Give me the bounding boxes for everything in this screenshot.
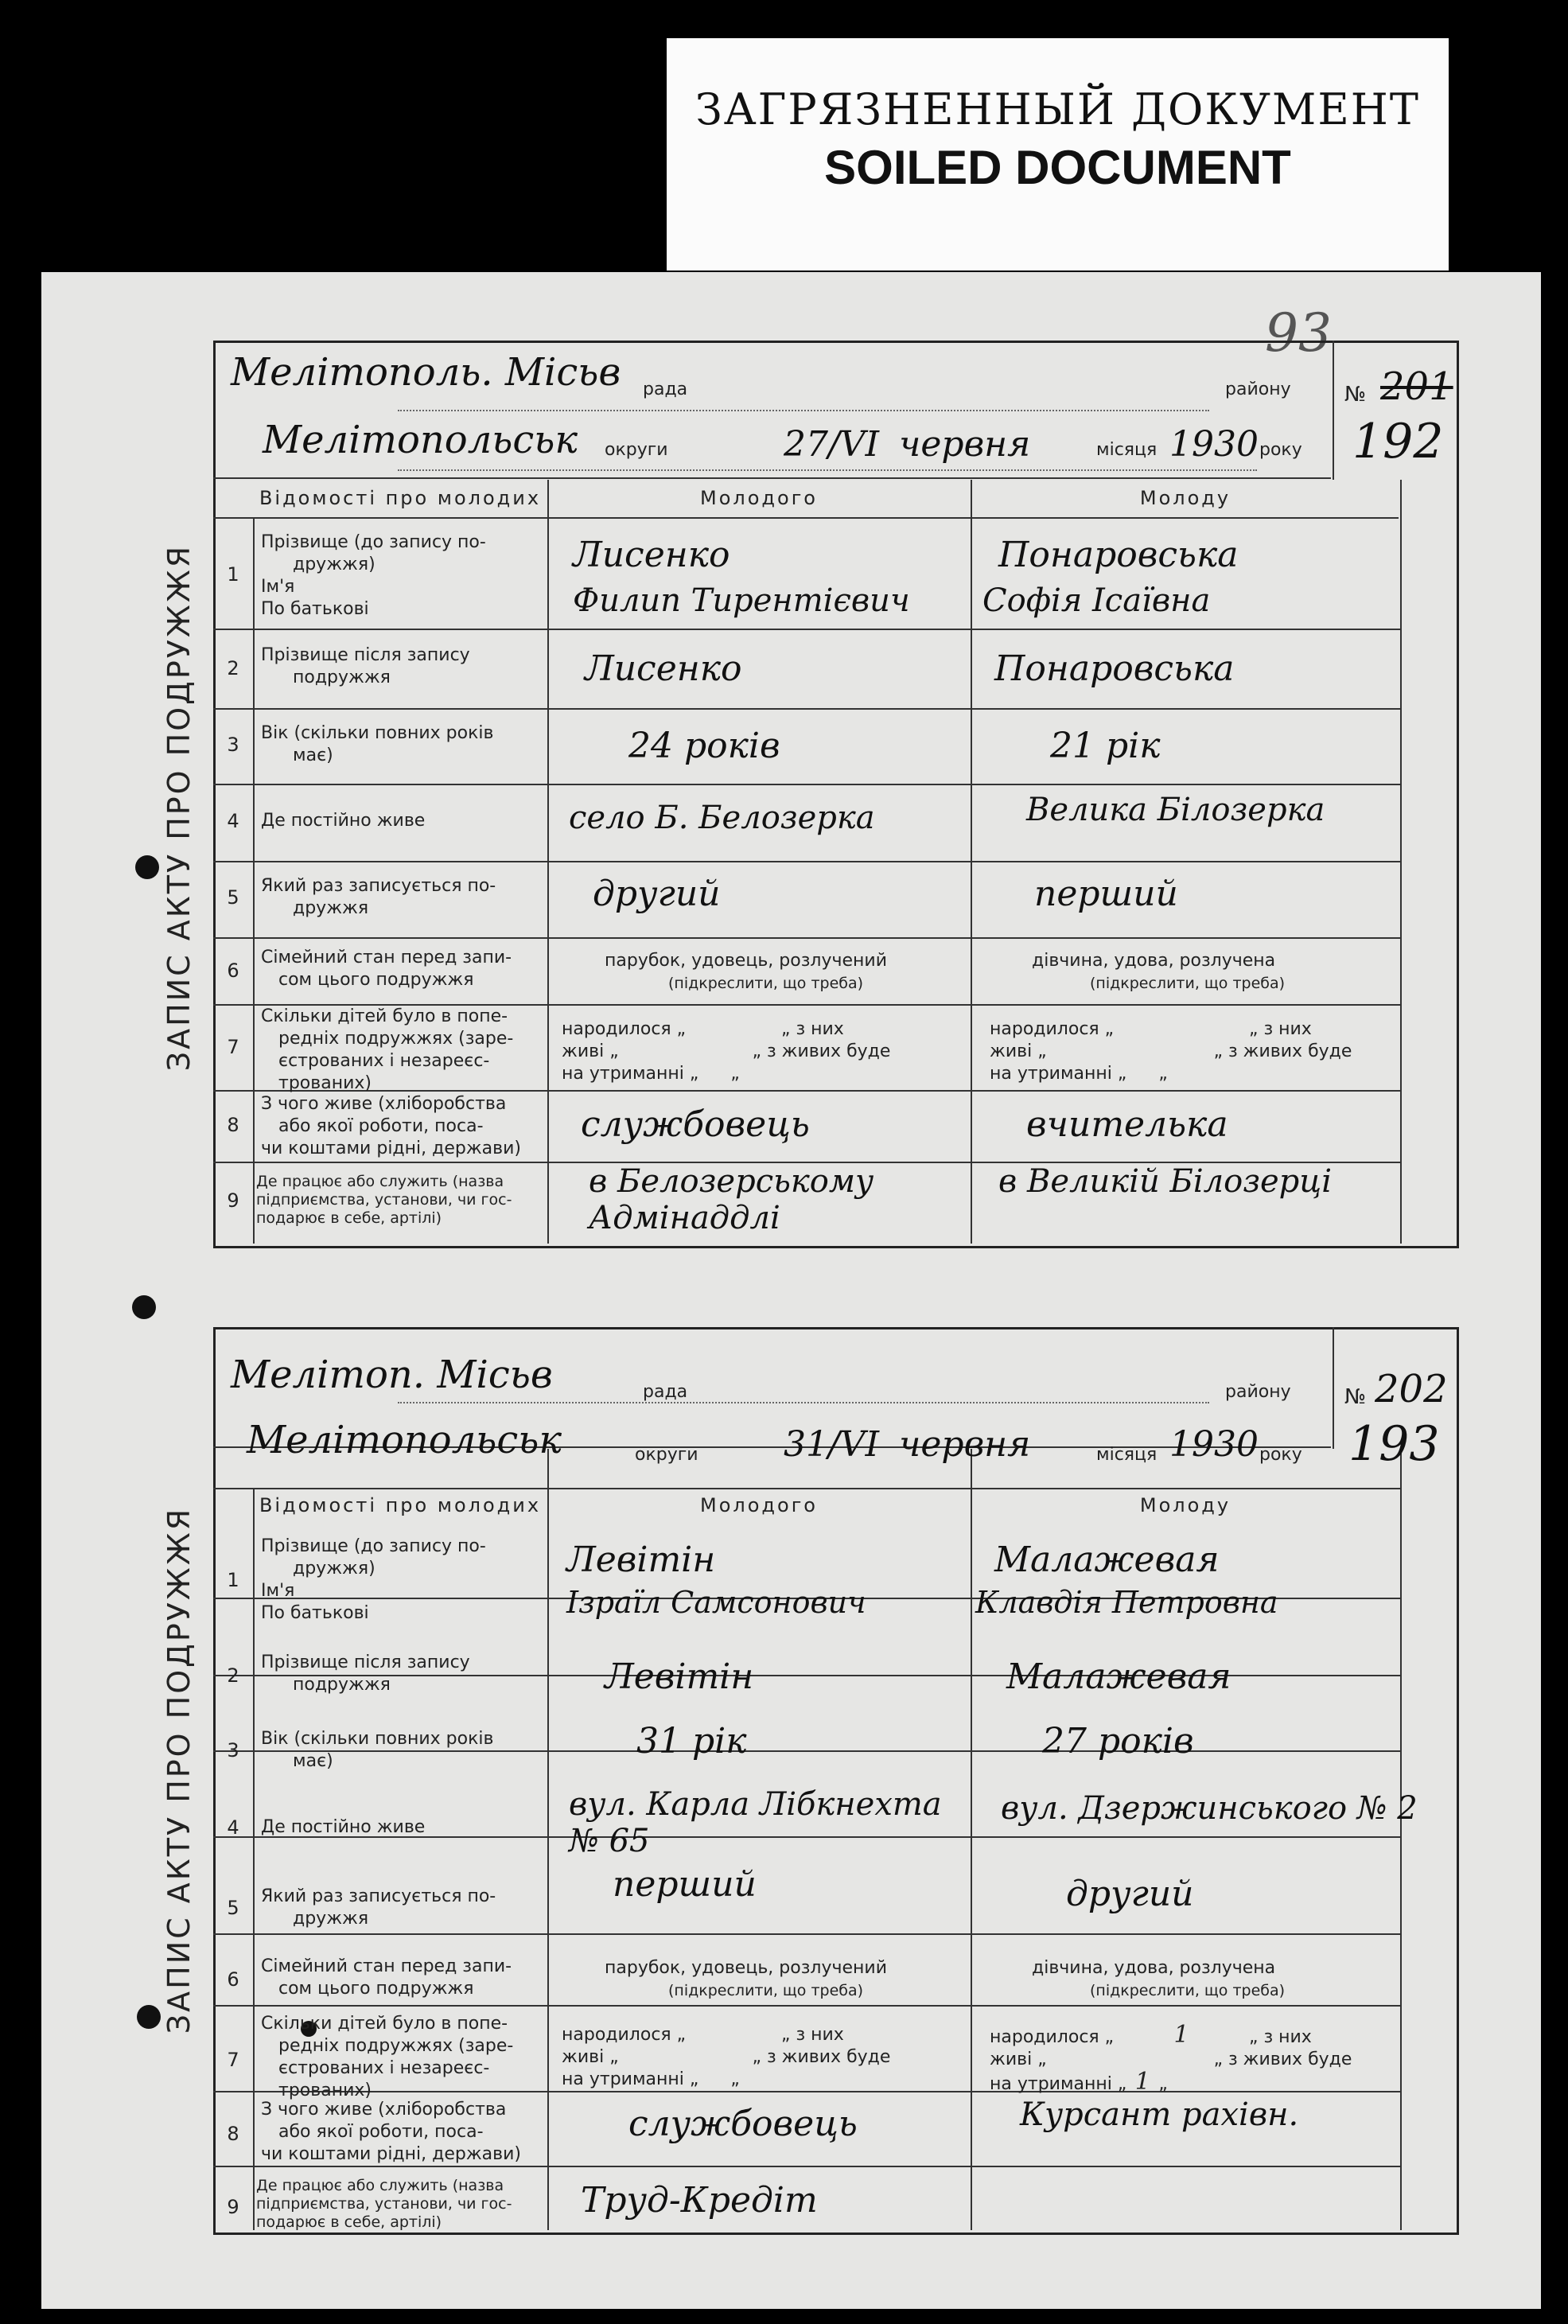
okrugy-label: округи xyxy=(635,1445,698,1465)
row-number: 9 xyxy=(227,2196,239,2218)
bride-livelihood: вчителька xyxy=(1026,1104,1228,1145)
bride-surname: Понаровська xyxy=(998,535,1239,575)
row-label-times: Який раз записується по- дружжя xyxy=(261,876,496,918)
groom-children-block: народилося „ „ з них живі „ „ з живих буде на утриманні „ „ xyxy=(562,2025,891,2089)
groom-workplace: Труд-Кредіт xyxy=(581,2180,818,2221)
row-label-livelihood: З чого живе (хліборобства або якої роботи, поса- чи коштами рідні, держави) xyxy=(261,2100,521,2164)
rule xyxy=(547,1449,549,2230)
bride-name: Софія Ісаївна xyxy=(982,582,1211,619)
month-value: червня xyxy=(899,1424,1031,1465)
groom-residence: село Б. Белозерка xyxy=(569,800,875,836)
row-label-age: Вік (скільки повних років має) xyxy=(261,723,494,765)
row-number: 4 xyxy=(227,810,239,832)
number-label: № xyxy=(1344,383,1367,407)
bride-residence: Велика Білозерка xyxy=(1026,792,1325,828)
okrugy-label: округи xyxy=(605,440,668,460)
groom-status-hint: (підкреслити, що треба) xyxy=(668,975,864,992)
row-number: 6 xyxy=(227,1968,239,1991)
punch-hole xyxy=(137,2005,161,2029)
groom-name: Филип Тирентієвич xyxy=(573,582,910,619)
column-header-groom: Молодого xyxy=(700,1494,818,1516)
groom-surname-after: Левітін xyxy=(605,1656,754,1697)
soiled-document-stamp xyxy=(667,38,1449,271)
row-label-surname-after: Прізвище після запису подружжя xyxy=(261,645,470,687)
row-number: 7 xyxy=(227,1036,239,1058)
rule xyxy=(213,861,1400,862)
groom-times: перший xyxy=(613,1864,757,1905)
groom-workplace: в Белозерському Адмінаддлі xyxy=(589,1163,874,1236)
rule xyxy=(1400,1449,1402,2230)
bride-times: перший xyxy=(1034,874,1178,914)
row-number: 3 xyxy=(227,734,239,756)
row-number: 7 xyxy=(227,2049,239,2071)
row-number: 1 xyxy=(227,1569,239,1591)
stamp-line-russian: ЗАГРЯЗНЕННЫЙ ДОКУМЕНТ xyxy=(695,84,1420,134)
bride-surname: Малажевая xyxy=(994,1540,1220,1580)
rule xyxy=(213,2166,1400,2167)
raion-label: району xyxy=(1225,1382,1291,1402)
bride-children-block: народилося „ „ з них живі „ „ з живих буде на утриманні „ „ xyxy=(990,1019,1352,1084)
column-header-bride: Молоду xyxy=(1139,487,1231,509)
rule xyxy=(213,2005,1400,2007)
row-number: 4 xyxy=(227,1816,239,1839)
row-label-times: Який раз записується по- дружжя xyxy=(261,1886,496,1929)
dotted-line xyxy=(398,410,1209,411)
rada-value: Мелітоп. Місьв xyxy=(231,1353,553,1397)
number-handwritten: 193 xyxy=(1348,1416,1440,1472)
rada-label: рада xyxy=(643,380,688,399)
row-number: 1 xyxy=(227,563,239,586)
punch-hole xyxy=(132,1295,156,1319)
groom-name: Ізраїл Самсонович xyxy=(566,1585,866,1620)
year-label: року xyxy=(1259,1445,1302,1465)
okruga-value: Мелітопольськ xyxy=(247,1418,562,1462)
punch-hole xyxy=(135,855,159,879)
month-label: місяця xyxy=(1096,440,1158,460)
row-label-name: Прізвище (до запису по- дружжя) Ім'я По батькові xyxy=(261,1536,486,1623)
bride-residence: вул. Дзержинського № 2 xyxy=(1001,1790,1418,1827)
bride-status-options: дівчина, удова, розлучена xyxy=(1032,951,1276,971)
year-label: року xyxy=(1259,440,1302,460)
groom-livelihood: службовець xyxy=(581,1104,810,1145)
row-label-status: Сімейний стан перед запи- сом цього подружжя xyxy=(261,1956,512,1999)
bride-surname-after: Понаровська xyxy=(994,648,1235,689)
month-label: місяця xyxy=(1096,1445,1158,1465)
row-number: 3 xyxy=(227,1739,239,1761)
groom-surname-after: Лисенко xyxy=(585,648,742,689)
row-label-children: Скільки дітей було в попе- редніх подружжях (заре- єстрованих і незареєс- трованих) xyxy=(261,2014,514,2100)
row-label-livelihood: З чого живе (хліборобства або якої роботи, поса- чи коштами рідні, держави) xyxy=(261,1094,521,1158)
bride-livelihood: Курсант рахівн. xyxy=(1020,2096,1299,2133)
groom-surname: Лисенко xyxy=(573,535,730,575)
rule xyxy=(213,784,1400,785)
column-header-bride: Молоду xyxy=(1139,1494,1231,1516)
row-number: 6 xyxy=(227,960,239,982)
groom-status-options: парубок, удовець, розлучений xyxy=(605,1958,887,1978)
rada-label: рада xyxy=(643,1382,688,1402)
page-number: 93 xyxy=(1265,302,1332,364)
row-number: 8 xyxy=(227,1114,239,1136)
bride-children-block: народилося „ 1 „ з них живі „ „ з живих буде на утриманні „ 1 „ xyxy=(990,2021,1352,2096)
bride-age: 27 років xyxy=(1042,1721,1194,1761)
groom-surname: Левітін xyxy=(566,1540,716,1580)
row-number: 8 xyxy=(227,2123,239,2145)
month-value: червня xyxy=(899,424,1031,465)
bride-times: другий xyxy=(1066,1874,1194,1914)
rule xyxy=(213,937,1400,939)
bride-status-options: дівчина, удова, розлучена xyxy=(1032,1958,1276,1978)
stamp-line-english: SOILED DOCUMENT xyxy=(824,141,1291,194)
bride-name: Клавдія Петровна xyxy=(975,1585,1278,1620)
rule xyxy=(213,1488,1400,1489)
okruga-value: Мелітопольськ xyxy=(263,418,578,462)
row-number: 5 xyxy=(227,886,239,909)
rule xyxy=(213,517,1399,519)
groom-residence: вул. Карла Лібкнехта № 65 xyxy=(569,1786,942,1859)
number-handwritten: 192 xyxy=(1352,414,1444,469)
groom-age: 24 років xyxy=(628,726,780,766)
year-value: 1930 xyxy=(1169,424,1259,465)
bride-age: 21 рік xyxy=(1050,726,1161,766)
column-header-groom: Молодого xyxy=(700,487,818,509)
row-number: 9 xyxy=(227,1189,239,1212)
day-value: 31/VI xyxy=(784,1424,879,1465)
column-header-info: Відомості про молодих xyxy=(259,487,542,509)
number-printed: 201 xyxy=(1380,364,1453,409)
day-value: 27/VI xyxy=(784,424,879,465)
rule xyxy=(213,477,1331,479)
rule xyxy=(213,1933,1400,1935)
rule xyxy=(213,629,1400,630)
row-number: 5 xyxy=(227,1897,239,1919)
row-label-residence: Де постійно живе xyxy=(261,811,426,831)
year-value: 1930 xyxy=(1169,1424,1259,1465)
dotted-line xyxy=(398,1402,1209,1403)
row-label-workplace: Де працює або служить (назва підприємства, установи, чи гос- подарює в себе, артілі) xyxy=(256,1173,512,1227)
rule xyxy=(1400,480,1402,1244)
rule xyxy=(1333,341,1334,480)
raion-label: району xyxy=(1225,380,1291,399)
groom-age: 31 рік xyxy=(636,1721,747,1761)
rada-value: Мелітополь. Місьв xyxy=(231,350,621,395)
groom-status-hint: (підкреслити, що треба) xyxy=(668,1982,864,1999)
row-label-workplace: Де працює або служить (назва підприємства, установи, чи гос- подарює в себе, артілі) xyxy=(256,2177,512,2231)
bride-surname-after: Малажевая xyxy=(1006,1656,1231,1697)
number-printed: 202 xyxy=(1375,1367,1448,1411)
groom-times: другий xyxy=(593,874,721,914)
groom-livelihood: службовець xyxy=(628,2104,858,2144)
groom-status-options: парубок, удовець, розлучений xyxy=(605,951,887,971)
bride-workplace: в Великій Білозерці xyxy=(998,1163,1332,1200)
rule xyxy=(213,708,1400,710)
row-label-surname-after: Прізвище після запису подружжя xyxy=(261,1652,470,1695)
row-label-status: Сімейний стан перед запи- сом цього подружжя xyxy=(261,948,512,990)
number-label: № xyxy=(1344,1385,1367,1409)
row-label-residence: Де постійно живе xyxy=(261,1817,426,1837)
rule xyxy=(971,1449,972,2230)
bride-status-hint: (підкреслити, що треба) xyxy=(1090,975,1286,992)
groom-children-block: народилося „ „ з них живі „ „ з живих буде на утриманні „ „ xyxy=(562,1019,891,1084)
column-header-info: Відомості про молодих xyxy=(259,1494,542,1516)
rule xyxy=(1333,1327,1334,1449)
row-number: 2 xyxy=(227,1664,239,1687)
row-label-name: Прізвище (до запису по- дружжя) Ім'я По батькові xyxy=(261,532,486,619)
rule xyxy=(253,517,255,1244)
dotted-line xyxy=(398,469,1257,471)
row-label-age: Вік (скільки повних років має) xyxy=(261,1729,494,1771)
bride-status-hint: (підкреслити, що треба) xyxy=(1090,1982,1286,1999)
row-number: 2 xyxy=(227,657,239,679)
row-label-children: Скільки дітей було в попе- редніх подружжях (заре- єстрованих і незареєс- трованих) xyxy=(261,1006,514,1093)
